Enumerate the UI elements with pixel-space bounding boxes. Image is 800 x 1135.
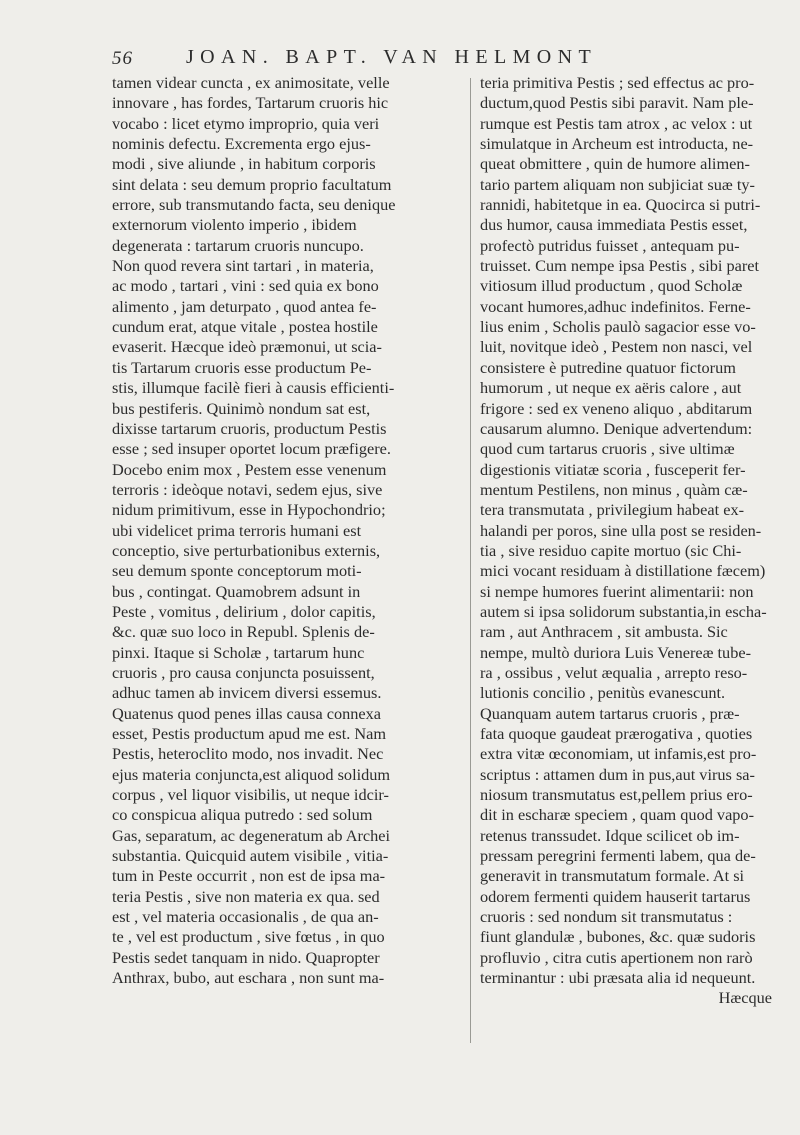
- text-line: Non quod revera sint tartari , in materia,: [112, 256, 374, 276]
- text-line: innovare , has fordes, Tartarum cruoris hic: [112, 93, 389, 113]
- left-column: [112, 73, 467, 988]
- text-line: dixisse tartarum cruoris, productum Pestis: [112, 418, 387, 438]
- text-line: generavit in transmutatum formale. At si: [480, 866, 745, 886]
- text-line: nominis defectu. Excrementa ergo ejus-: [112, 134, 371, 154]
- text-line: mentum Pestilens, non minus , quàm cæ-: [480, 479, 748, 499]
- text-line: conceptio, sive perturbationibus externis,: [112, 540, 381, 560]
- text-line: mici vocant residuam à distillatione fæcem): [480, 561, 766, 581]
- text-line: cruoris , pro causa conjuncta posuissent,: [112, 662, 375, 682]
- text-line: odorem fermenti quidem hauserit tartarus: [480, 886, 751, 906]
- text-line: queat obmittere , quin de humore alimen-: [480, 154, 750, 174]
- text-line: vocabo : licet etymo improprio, quia veri: [112, 113, 380, 133]
- text-line: profluvio , citra cutis apertionem non rarò: [480, 947, 753, 967]
- text-line: seu demum sponte conceptorum moti-: [112, 561, 362, 581]
- text-line: degenerata : tartarum cruoris nuncupo.: [112, 235, 364, 255]
- text-line: dit in escharæ speciem , quam quod vapo-: [480, 805, 754, 825]
- text-line: frigore : sed ex veneno aliquo , abditarum: [480, 398, 753, 418]
- text-line: Quanquam autem tartarus cruoris , præ-: [480, 703, 740, 723]
- text-line: Gas, separatum, ac degeneratum ab Archei: [112, 825, 391, 845]
- text-line: humorum , ut neque ex aëris calore , aut: [480, 378, 742, 398]
- text-line: teria Pestis , sive non materia ex qua. sed: [112, 886, 380, 906]
- text-line: ductum,quod Pestis sibi paravit. Nam ple-: [480, 93, 754, 113]
- column-divider: [470, 78, 471, 1043]
- text-line: digestionis vitiatæ scoria , fusceperit fer-: [480, 459, 746, 479]
- text-line: nidum primitivum, esse in Hypochondrio;: [112, 500, 386, 520]
- text-line: errore, sub transmutando facta, seu denique: [112, 195, 396, 215]
- text-line: simulatque in Archeum est introducta, ne-: [480, 134, 754, 154]
- text-line: luit, novitque ideò , Pestem non nasci, vel: [480, 337, 753, 357]
- text-line: Pestis sedet tanquam in nido. Quapropter: [112, 947, 380, 967]
- text-line: evaserit. Hæcque ideò præmonui, ut scia-: [112, 337, 382, 357]
- page-header: [112, 46, 752, 74]
- text-line: ra , ossibus , velut æqualia , arrepto reso-: [480, 662, 748, 682]
- text-line: alimento , jam deturpato , quod antea fe-: [112, 296, 377, 316]
- text-line: cundum erat, atque vitale , postea hostile: [112, 317, 378, 337]
- text-line: sint delata : seu demum proprio facultatum: [112, 174, 392, 194]
- text-line: scriptus : attamen dum in pus,aut virus sa-: [480, 764, 755, 784]
- catchword: Hæcque: [718, 988, 772, 1008]
- text-line: terminantur : ubi præsata alia id nequeunt.: [480, 968, 756, 988]
- text-line: lutionis concilio , penitùs evanescunt.: [480, 683, 726, 703]
- right-column: [480, 73, 792, 1009]
- text-line: ac modo , tartari , vini : sed quia ex bono: [112, 276, 379, 296]
- text-line: te , vel est productum , sive fœtus , in quo: [112, 927, 385, 947]
- text-line: vocant humores,adhuc indefinitos. Ferne-: [480, 296, 751, 316]
- text-line: tis Tartarum cruoris esse productum Pe-: [112, 357, 372, 377]
- text-line: lius enim , Scholis paulò sagacior esse vo-: [480, 317, 756, 337]
- text-line: vitiosum illud productum , quod Scholæ: [480, 276, 743, 296]
- text-line: rumque est Pestis tam atrox , ac velox : ut: [480, 113, 753, 133]
- text-line: bus pestiferis. Quinimò nondum sat est,: [112, 398, 371, 418]
- text-line: pressam peregrini fermenti labem, qua de-: [480, 846, 756, 866]
- text-line: tum in Peste occurrit , non est de ipsa ma-: [112, 866, 386, 886]
- text-line: niosum transmutatus est,pellem prius ero-: [480, 785, 753, 805]
- text-line: fata quoque gaudeat prærogativa , quoties: [480, 724, 753, 743]
- text-line: &c. quæ suo loco in Republ. Splenis de-: [112, 622, 375, 642]
- text-line: est , vel materia occasionalis , de qua an-: [112, 907, 379, 927]
- text-line: esset, Pestis productum apud me est. Nam: [112, 724, 387, 743]
- text-line: ubi videlicet prima terroris humani est: [112, 520, 362, 540]
- text-line: tario partem aliquam non subjiciat suæ ty-: [480, 174, 755, 194]
- text-line: corpus , vel liquor visibilis, ut neque idcir-: [112, 785, 389, 805]
- text-line: Pestis, heteroclito modo, nos invadit. Nec: [112, 744, 384, 764]
- text-line: consistere è putredine quatuor fictorum: [480, 357, 736, 377]
- text-line: Peste , vomitus , delirium , dolor capitis,: [112, 601, 376, 621]
- text-line: autem si ipsa solidorum substantia,in escha-: [480, 601, 767, 621]
- text-line: stis, illumque facilè fieri à causis efficienti-: [112, 378, 395, 398]
- page-number: 56: [112, 48, 133, 69]
- text-line: ejus materia conjuncta,est aliquod solidum: [112, 764, 391, 784]
- text-line: causarum alumno. Denique advertendum:: [480, 418, 753, 438]
- text-line: extra vitæ œconomiam, ut infamis,est pro-: [480, 744, 757, 764]
- text-line: Anthrax, bubo, aut eschara , non sunt ma-: [112, 968, 385, 988]
- text-line: teria primitiva Pestis ; sed effectus ac pro-: [480, 73, 755, 92]
- text-line: esse ; sed insuper oportet locum præfigere.: [112, 439, 391, 459]
- text-line: substantia. Quicquid autem visibile , vitia-: [112, 846, 389, 866]
- text-line: Quatenus quod penes illas causa connexa: [112, 703, 382, 723]
- text-line: bus , contingat. Quamobrem adsunt in: [112, 581, 361, 601]
- text-line: Docebo enim mox , Pestem esse venenum: [112, 459, 387, 479]
- text-line: dus humor, causa immediata Pestis esset,: [480, 215, 748, 235]
- text-line: rannidi, habitetque in ea. Quocirca si putri-: [480, 195, 761, 215]
- text-line: profectò putridus fuisset , antequam pu-: [480, 235, 740, 255]
- text-line: modi , sive aliunde , in habitum corporis: [112, 154, 376, 174]
- text-line: si nempe humores fuerint alimentarii: non: [480, 581, 754, 601]
- text-line: quod cum tartarus cruoris , sive ultimæ: [480, 439, 735, 459]
- text-line: halandi per poros, sine ulla post se residen-: [480, 520, 762, 540]
- text-line: adhuc tamen ab invicem diversi essemus.: [112, 683, 382, 703]
- text-line: tera transmutata , privilegium habeat ex-: [480, 500, 745, 520]
- text-line: externorum violento imperio , ibidem: [112, 215, 357, 235]
- text-line: fiunt glandulæ , bubones, &c. quæ sudoris: [480, 927, 756, 947]
- text-line: retenus transsudet. Idque scilicet ob im-: [480, 825, 740, 845]
- text-line: tia , sive residuo capite mortuo (sic Chi-: [480, 540, 742, 560]
- running-head: JOAN. BAPT. VAN HELMONT: [186, 46, 598, 68]
- text-line: truisset. Cum nempe ipsa Pestis , sibi paret: [480, 256, 760, 276]
- text-line: tamen videar cuncta , ex animositate, velle: [112, 73, 390, 92]
- text-line: cruoris : sed nondum sit transmutatus :: [480, 907, 733, 927]
- text-line: terroris : ideòque notavi, sedem ejus, sive: [112, 479, 383, 499]
- text-line: co conspicua aliqua putredo : sed solum: [112, 805, 373, 825]
- text-line: nempe, multò duriora Luis Venereæ tube-: [480, 642, 751, 662]
- text-line: pinxi. Itaque si Scholæ , tartarum hunc: [112, 642, 365, 662]
- text-line: ram , aut Anthracem , sit ambusta. Sic: [480, 622, 728, 642]
